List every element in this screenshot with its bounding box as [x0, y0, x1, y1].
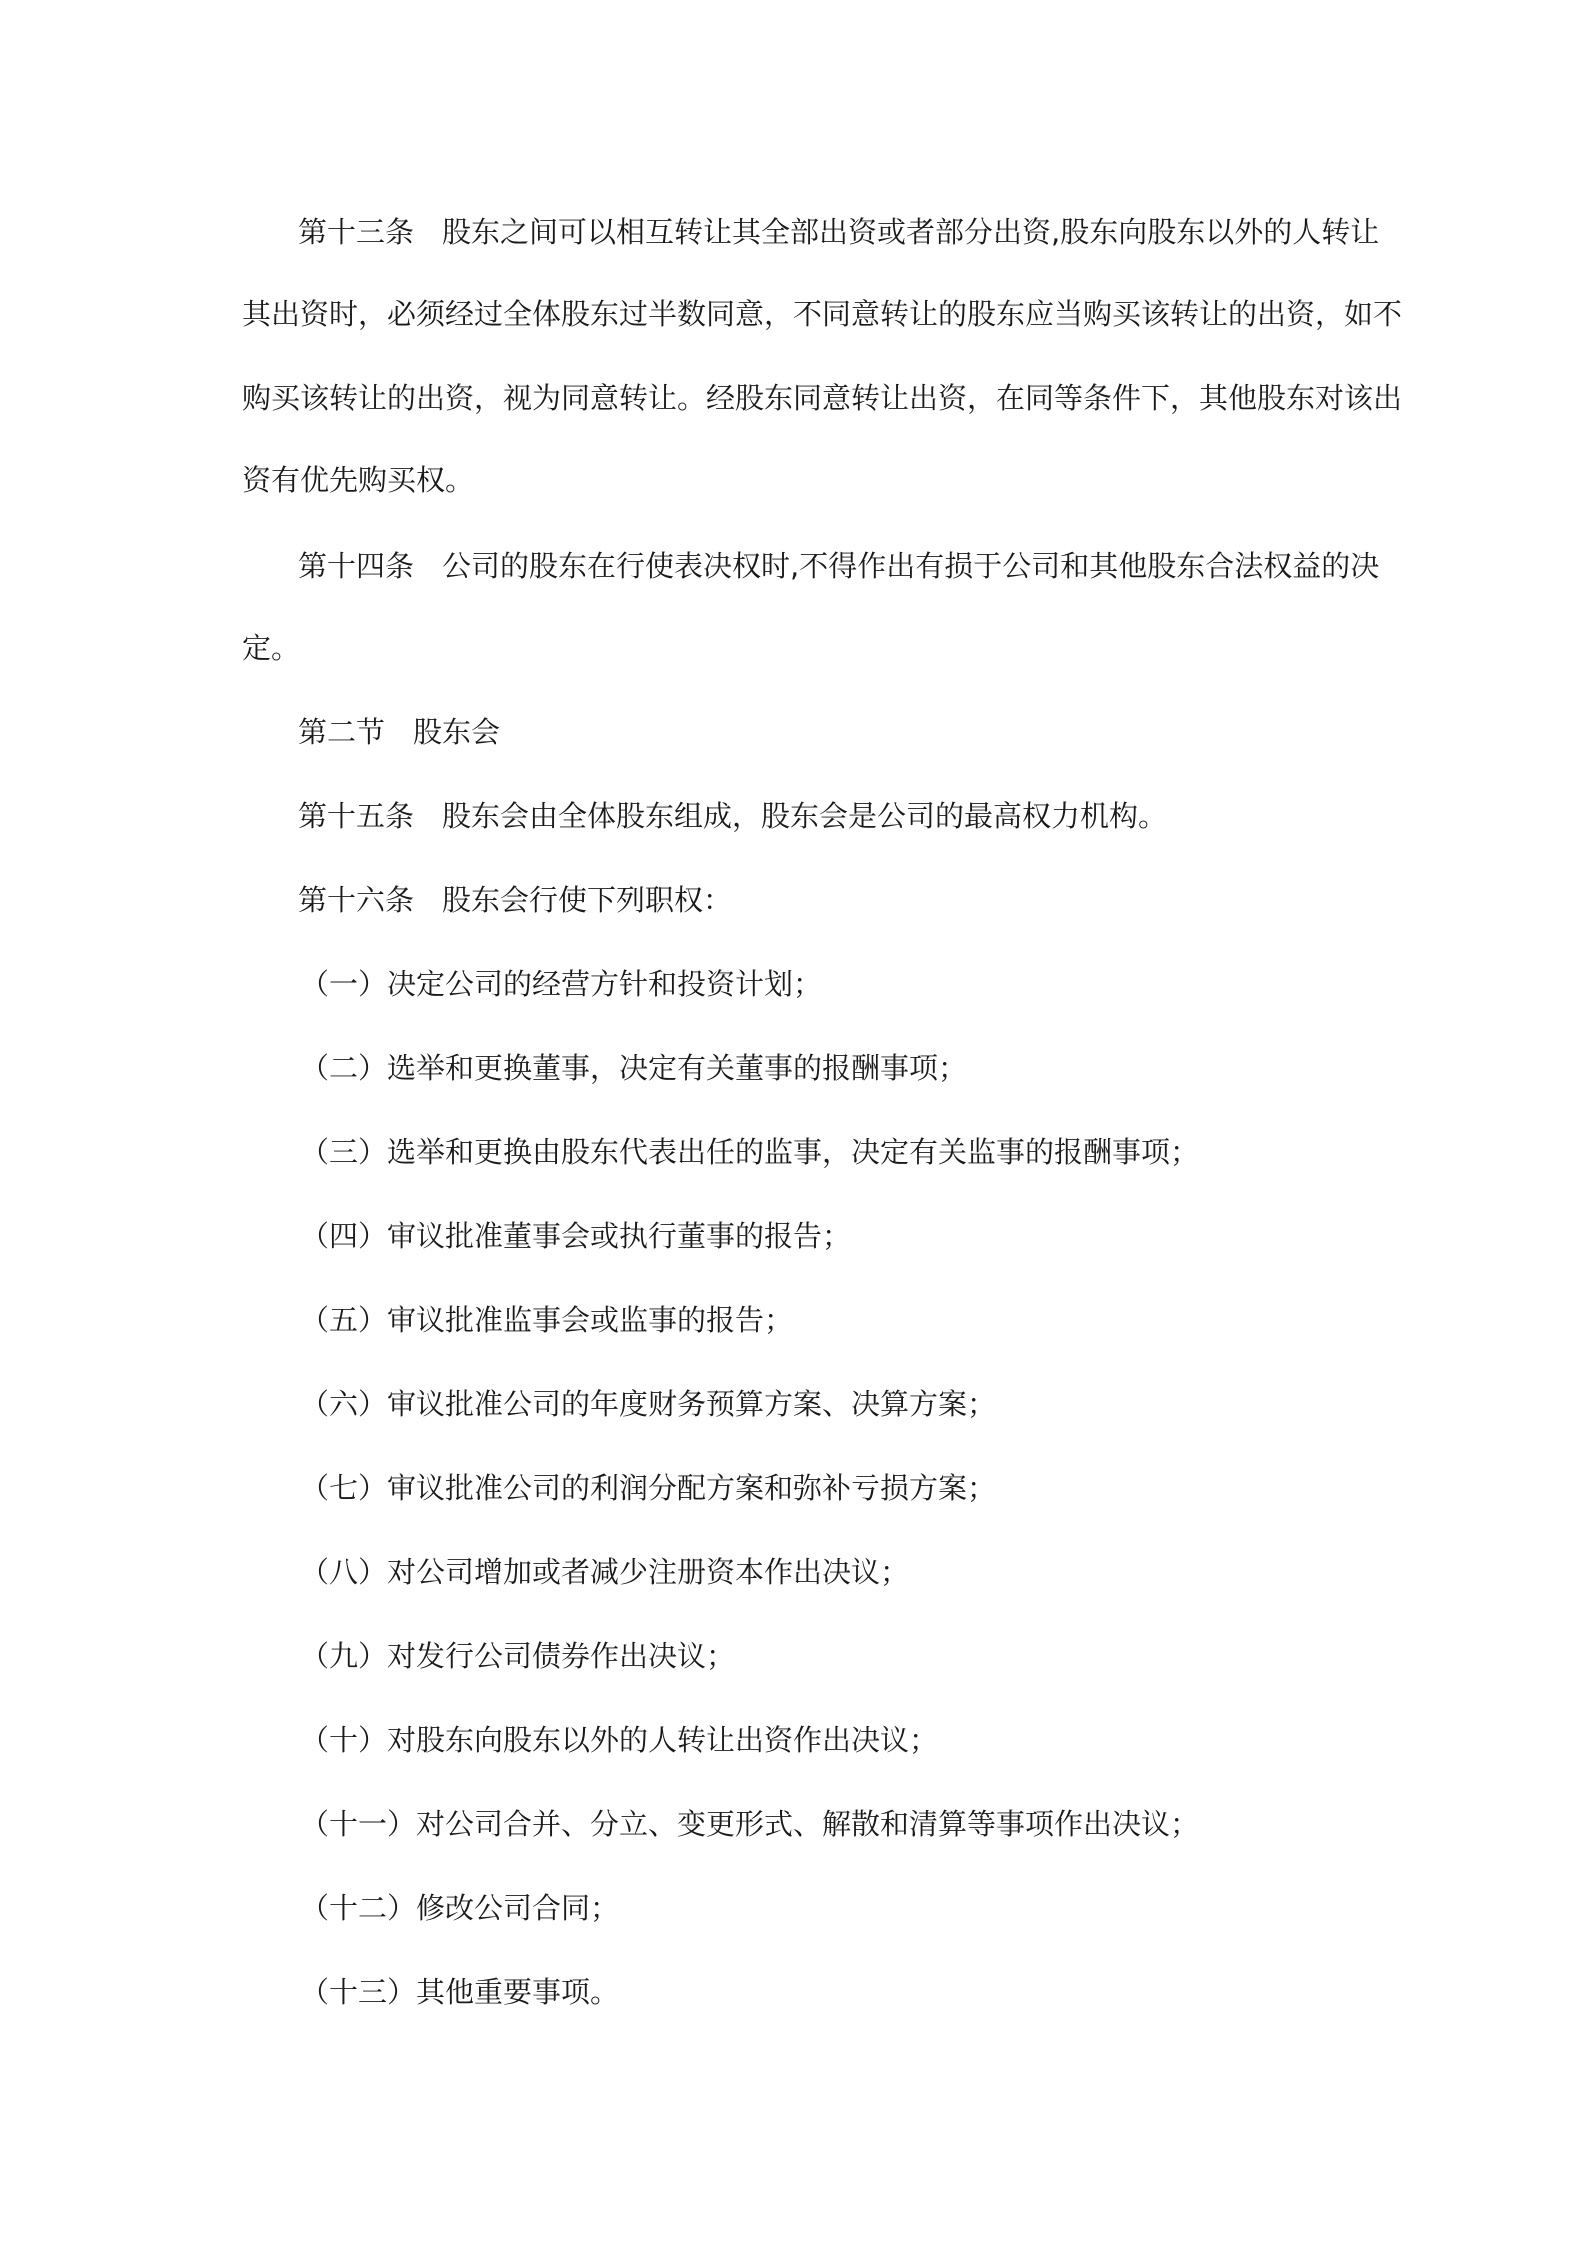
power-item: （七）审议批准公司的利润分配方案和弥补亏损方案； — [300, 1471, 997, 1505]
article-15 — [298, 796, 1167, 836]
article-14-label: 第十四条 — [298, 549, 415, 583]
power-item: （二）选举和更换董事，决定有关董事的报酬事项； — [300, 1051, 968, 1085]
power-item: （十三）其他重要事项。 — [300, 1975, 620, 2009]
power-item: （十）对股东向股东以外的人转让出资作出决议； — [300, 1723, 939, 1757]
article-13-line-2: 其出资时，必须经过全体股东过半数同意，不同意转让的股东应当购买该转让的出资，如不 — [242, 297, 1403, 331]
section-heading — [298, 712, 500, 752]
article-16-label: 第十六条 — [298, 883, 415, 917]
power-item: （八）对公司增加或者减少注册资本作出决议； — [300, 1555, 910, 1589]
section-label: 第二节 — [298, 715, 386, 749]
power-item: （九）对发行公司债券作出决议； — [300, 1639, 736, 1673]
article-13-text-1: 股东之间可以相互转让其全部出资或者部分出资,股东向股东以外的人转让 — [442, 215, 1380, 249]
article-14-line-1 — [298, 546, 1379, 586]
power-item: （十一）对公司合并、分立、变更形式、解散和清算等事项作出决议； — [300, 1807, 1200, 1841]
article-13-line-3: 购买该转让的出资，视为同意转让。经股东同意转让出资，在同等条件下，其他股东对该出 — [242, 381, 1403, 415]
article-16-text: 股东会行使下列职权： — [442, 883, 733, 917]
power-item: （十二）修改公司合同； — [300, 1891, 620, 1925]
article-14-text-1: 公司的股东在行使表决权时,不得作出有损于公司和其他股东合法权益的决 — [442, 549, 1380, 583]
power-item: （一）决定公司的经营方针和投资计划； — [300, 967, 823, 1001]
article-16 — [298, 880, 732, 920]
article-13-label: 第十三条 — [298, 215, 415, 249]
power-item: （五）审议批准监事会或监事的报告； — [300, 1303, 794, 1337]
power-item: （六）审议批准公司的年度财务预算方案、决算方案； — [300, 1387, 997, 1421]
article-15-text: 股东会由全体股东组成，股东会是公司的最高权力机构。 — [442, 799, 1168, 833]
article-15-label: 第十五条 — [298, 799, 415, 833]
article-13-line-1 — [298, 212, 1379, 252]
article-14-line-2: 定。 — [242, 631, 301, 665]
power-item: （四）审议批准董事会或执行董事的报告； — [300, 1219, 852, 1253]
power-item: （三）选举和更换由股东代表出任的监事，决定有关监事的报酬事项； — [300, 1135, 1200, 1169]
section-title: 股东会 — [413, 715, 501, 749]
article-13-line-4: 资有优先购买权。 — [242, 463, 475, 497]
